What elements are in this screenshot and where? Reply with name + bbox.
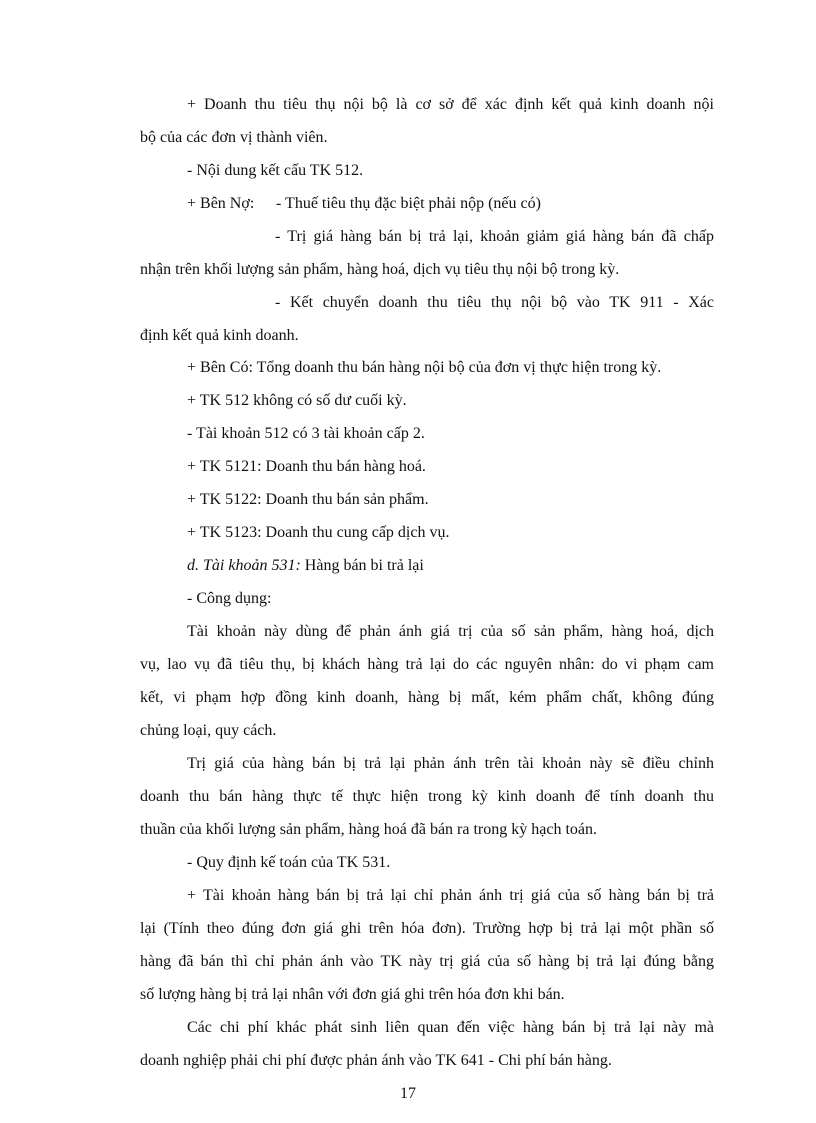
- text-line: + TK 5123: Doanh thu cung cấp dịch vụ.: [187, 524, 450, 541]
- text-line: chủng loại, quy cách.: [140, 722, 277, 739]
- text-line: + TK 512 không có số dư cuối kỳ.: [187, 392, 407, 409]
- text-line: + Tài khoản hàng bán bị trả lại chỉ phản ánh trị giá của số hàng bán bị trả: [187, 887, 714, 904]
- text-line: - Trị giá hàng bán bị trả lại, khoản giảm giá hàng bán đã chấp: [275, 228, 714, 245]
- text-line: + Doanh thu tiêu thụ nội bộ là cơ sở để xác định kết quả kinh doanh nội: [187, 96, 714, 113]
- text-line: + Bên Nợ:: [187, 195, 255, 212]
- text-line: doanh nghiệp phải chi phí được phản ánh vào TK 641 - Chi phí bán hàng.: [140, 1052, 612, 1069]
- text-line: Trị giá của hàng bán bị trả lại phản ánh trên tài khoản này sẽ điều chỉnh: [187, 755, 714, 772]
- text-line: số lượng hàng bị trả lại nhân với đơn giá ghi trên hóa đơn khi bán.: [140, 986, 565, 1003]
- text-line: doanh thu bán hàng thực tế thực hiện trong kỳ kinh doanh để tính doanh thu: [140, 788, 714, 805]
- text-line: bộ của các đơn vị thành viên.: [140, 129, 328, 146]
- text-line: - Tài khoản 512 có 3 tài khoản cấp 2.: [187, 425, 425, 442]
- text-line: - Nội dung kết cấu TK 512.: [187, 162, 364, 179]
- text-line: định kết quả kinh doanh.: [140, 327, 299, 344]
- text-line: hàng đã bán thì chỉ phản ánh vào TK này trị giá của số hàng bị trả lại đúng bằng: [140, 953, 714, 970]
- text-line: - Công dụng:: [187, 590, 272, 607]
- text-line: nhận trên khối lượng sản phẩm, hàng hoá, dịch vụ tiêu thụ nội bộ trong kỳ.: [140, 261, 620, 278]
- section-heading-rest: Hàng bán bi trả lại: [300, 557, 424, 574]
- text-line: vụ, lao vụ đã tiêu thụ, bị khách hàng trả lại do các nguyên nhân: do vi phạm cam: [140, 656, 714, 673]
- text-line: - Quy định kế toán của TK 531.: [187, 854, 391, 871]
- text-line: kết, vi phạm hợp đồng kinh doanh, hàng bị mất, kém phẩm chất, không đúng: [140, 689, 714, 706]
- text-line: thuần của khối lượng sản phẩm, hàng hoá đã bán ra trong kỳ hạch toán.: [140, 821, 598, 838]
- text-line: Các chi phí khác phát sinh liên quan đến việc hàng bán bị trả lại này mà: [187, 1019, 714, 1036]
- section-heading: d. Tài khoản 531:: [187, 557, 301, 574]
- text-line: - Thuế tiêu thụ đặc biệt phải nộp (nếu có): [276, 195, 541, 212]
- text-line: Tài khoản này dùng để phản ánh giá trị của số sản phẩm, hàng hoá, dịch: [187, 623, 714, 640]
- page-number: 17: [400, 1085, 416, 1102]
- text-line: lại (Tính theo đúng đơn giá ghi trên hóa đơn). Trường hợp bị trả lại một phần số: [140, 920, 714, 937]
- text-line: - Kết chuyển doanh thu tiêu thụ nội bộ vào TK 911 - Xác: [275, 294, 714, 311]
- text-line: + TK 5121: Doanh thu bán hàng hoá.: [187, 458, 426, 475]
- text-line: + Bên Có: Tổng doanh thu bán hàng nội bộ của đơn vị thực hiện trong kỳ.: [187, 359, 662, 376]
- text-line: [187, 556, 714, 576]
- text-line: + TK 5122: Doanh thu bán sản phẩm.: [187, 491, 429, 508]
